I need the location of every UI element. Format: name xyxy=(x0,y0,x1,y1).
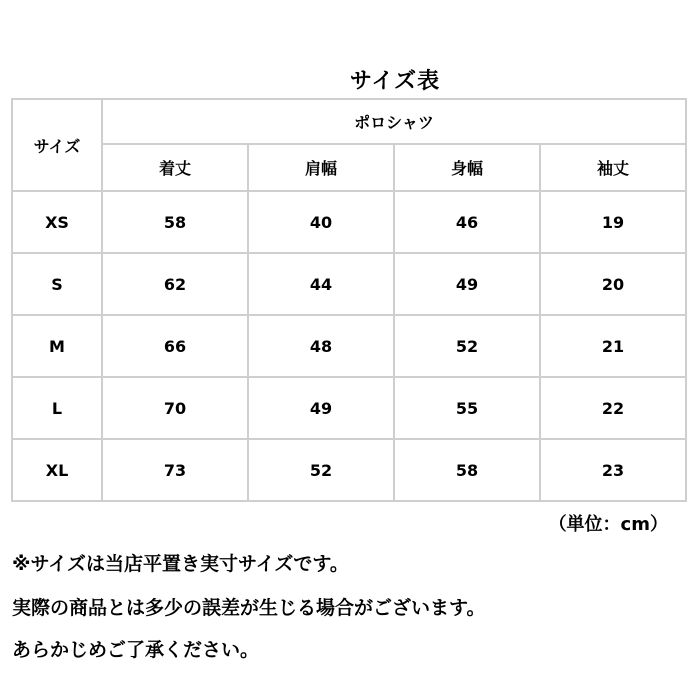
table-cell: 70 xyxy=(102,377,248,439)
column-header-length: 着丈 xyxy=(102,144,248,191)
size-label: XL xyxy=(12,439,102,501)
note-variance: 実際の商品とは多少の誤差が生じる場合がございます。 xyxy=(12,597,486,619)
table-cell: 58 xyxy=(102,191,248,253)
column-header-sleeve: 袖丈 xyxy=(540,144,686,191)
size-chart-title: サイズ表 xyxy=(349,69,441,94)
size-column-header: サイズ xyxy=(12,99,102,191)
table-row xyxy=(12,191,686,253)
table-header-row xyxy=(12,99,686,144)
table-cell: 66 xyxy=(102,315,248,377)
table-cell: 23 xyxy=(540,439,686,501)
table-cell: 44 xyxy=(248,253,394,315)
table-cell: 20 xyxy=(540,253,686,315)
measurement-header-row xyxy=(12,144,686,191)
size-label: S xyxy=(12,253,102,315)
table-row xyxy=(12,253,686,315)
table-cell: 52 xyxy=(394,315,540,377)
table-row xyxy=(12,439,686,501)
table-row xyxy=(12,315,686,377)
size-label: M xyxy=(12,315,102,377)
table-cell: 21 xyxy=(540,315,686,377)
size-table xyxy=(11,98,687,502)
size-label: L xyxy=(12,377,102,439)
table-cell: 40 xyxy=(248,191,394,253)
table-cell: 58 xyxy=(394,439,540,501)
unit-label: （単位：cm） xyxy=(548,514,668,535)
table-cell: 48 xyxy=(248,315,394,377)
table-cell: 62 xyxy=(102,253,248,315)
column-header-shoulder: 肩幅 xyxy=(248,144,394,191)
table-cell: 73 xyxy=(102,439,248,501)
product-group-header: ポロシャツ xyxy=(102,99,686,144)
table-cell: 52 xyxy=(248,439,394,501)
table-cell: 46 xyxy=(394,191,540,253)
column-header-chest: 身幅 xyxy=(394,144,540,191)
table-cell: 49 xyxy=(248,377,394,439)
table-cell: 55 xyxy=(394,377,540,439)
size-label: XS xyxy=(12,191,102,253)
table-cell: 49 xyxy=(394,253,540,315)
note-acknowledgement: あらかじめご了承ください。 xyxy=(12,639,260,661)
table-cell: 19 xyxy=(540,191,686,253)
note-measurement: ※サイズは当店平置き実寸サイズです。 xyxy=(12,553,349,575)
table-row xyxy=(12,377,686,439)
table-cell: 22 xyxy=(540,377,686,439)
